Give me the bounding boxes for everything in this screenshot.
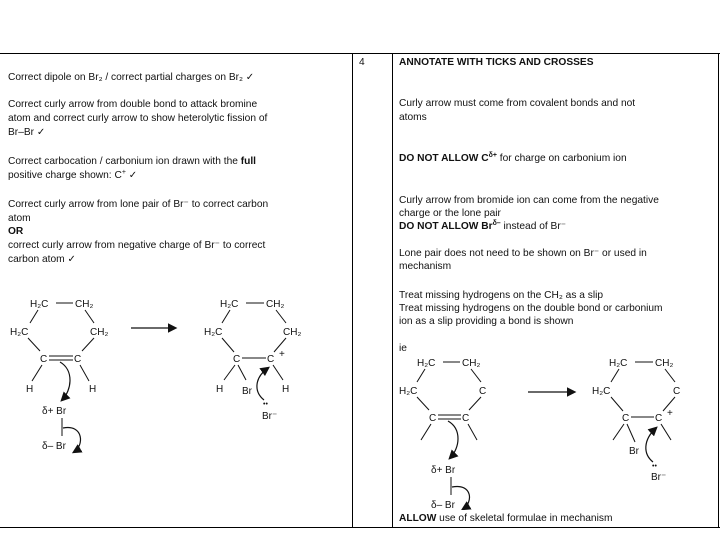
alt-stub-left bbox=[421, 424, 431, 440]
guidance-do-not-allow-c-rest: for charge on carbonium ion bbox=[496, 153, 627, 164]
guidance-bromide-line1: Curly arrow from bromide ion can come from the negative bbox=[399, 195, 659, 206]
alt-product-br: Br bbox=[629, 446, 639, 457]
reactant-bond-h-left bbox=[32, 365, 42, 381]
mechanism-diagram-right bbox=[393, 350, 713, 510]
alt-delta-minus-br: δ– Br bbox=[431, 500, 455, 510]
mark-dipole: Correct dipole on Br₂ / correct partial charges on Br₂ ✓ bbox=[8, 72, 255, 83]
carbocation-product bbox=[204, 299, 301, 422]
reactant-ch2-right: CH₂ bbox=[90, 327, 109, 338]
alt-reactant-c-right: C bbox=[479, 386, 487, 397]
alt-stub-right bbox=[468, 424, 477, 440]
product-plus-charge: + bbox=[279, 349, 285, 360]
alt-reactant-c-right-lower: C bbox=[462, 413, 470, 424]
alt-reactant-bond-tr bbox=[471, 369, 481, 382]
mark-curly-arrow-line1: Correct curly arrow from double bond to attack bromine bbox=[8, 99, 258, 110]
alt-delta-plus-br: δ+ Br bbox=[431, 465, 456, 476]
guidance-do-not-allow-br-bold: DO NOT ALLOW Br bbox=[399, 221, 493, 232]
product-bond-h-right bbox=[273, 365, 283, 380]
alt-product-bond-tr bbox=[665, 369, 675, 382]
reactant-bond-tl bbox=[30, 310, 38, 323]
mark-carbocation-line2 bbox=[8, 170, 137, 182]
product-bond-tr bbox=[276, 310, 286, 323]
product-h2c-left: H₂C bbox=[204, 327, 223, 338]
guidance-do-not-allow-c-bold: DO NOT ALLOW C bbox=[399, 153, 489, 164]
curly-arrow-pi-bond bbox=[60, 362, 70, 400]
guidance-lone-pair-line2: mechanism bbox=[399, 261, 452, 272]
reactant-bond-tr bbox=[85, 310, 94, 323]
alt-reactant-bond-tl bbox=[417, 369, 425, 382]
alt-product-c-left: C bbox=[622, 413, 630, 424]
guidance-curly-line1: Curly arrow must come from covalent bonds and not bbox=[399, 98, 636, 109]
column-divider-left bbox=[352, 53, 353, 528]
mark-carbocation-text: Correct carbocation / carbonium ion drawn with the bbox=[8, 156, 241, 167]
reactant-c-left: C bbox=[40, 354, 48, 365]
mark-carbocation-line1 bbox=[8, 156, 256, 168]
mark-bromide-line4: carbon atom ✓ bbox=[8, 254, 76, 265]
table-bottom-border bbox=[0, 527, 720, 528]
table-right-border bbox=[718, 53, 719, 528]
reactant-bond-bl bbox=[28, 338, 40, 351]
alt-curly-arrow-bromide-attack bbox=[646, 428, 656, 462]
alt-product-bond-bl bbox=[611, 397, 623, 411]
alt-product-bond-tl bbox=[611, 369, 619, 382]
curly-arrow-bromide-attack bbox=[257, 368, 268, 400]
guidance-ie: ie bbox=[399, 343, 407, 354]
alt-product-stub-left bbox=[613, 424, 624, 440]
guidance-allow-skeletal bbox=[399, 513, 612, 525]
product-c-cation: C bbox=[267, 354, 275, 365]
alt-reactant-h2c-left: H₂C bbox=[399, 386, 418, 397]
mark-carbocation-full: full bbox=[240, 156, 257, 167]
guidance-delta-plus: δ+ bbox=[488, 152, 497, 159]
bromide-lone-pair: •• bbox=[263, 401, 268, 408]
guidance-do-not-allow-br-rest: instead of Br⁻ bbox=[500, 221, 567, 232]
alt-product-h2c-left: H₂C bbox=[592, 386, 611, 397]
alt-product-c-cation: C bbox=[655, 413, 663, 424]
alt-product-h2c-top: H₂C bbox=[609, 358, 628, 369]
reactant-bond-br bbox=[82, 338, 94, 351]
mark-carbocation-plus: + bbox=[121, 169, 126, 176]
guidance-do-not-allow-br bbox=[399, 221, 566, 233]
guidance-slip-line1: Treat missing hydrogens on the CH₂ as a slip bbox=[399, 290, 604, 301]
alt-product-c-right: C bbox=[673, 386, 681, 397]
guidance-allow-bold: ALLOW bbox=[399, 513, 437, 524]
mark-bromide-line2: atom bbox=[8, 213, 31, 224]
reactant-delta-minus-br: δ– Br bbox=[42, 441, 66, 452]
reactant-h-right: H bbox=[89, 384, 97, 395]
guidance-do-not-allow-c bbox=[399, 153, 627, 165]
alt-bromide-ion: Br⁻ bbox=[651, 472, 667, 483]
cyclohexene-reactant bbox=[10, 299, 108, 452]
product-c-left: C bbox=[233, 354, 241, 365]
bromide-ion: Br⁻ bbox=[262, 411, 278, 422]
alt-carbocation-product bbox=[592, 358, 680, 483]
alt-product-stub-right bbox=[661, 424, 671, 440]
mark-carbocation-tick: ✓ bbox=[125, 170, 138, 181]
guidance-curly-line2: atoms bbox=[399, 112, 427, 123]
alt-product-bond-br bbox=[627, 424, 635, 442]
product-bond-h-left bbox=[224, 365, 235, 380]
alt-reactant-h2c-top: H₂C bbox=[417, 358, 436, 369]
alt-cyclohexene-reactant bbox=[399, 358, 486, 510]
alt-reactant-bond-br bbox=[469, 397, 481, 410]
guidance-slip-line2: Treat missing hydrogens on the double bond or carbonium bbox=[399, 303, 663, 314]
alt-product-ch2-top: CH₂ bbox=[655, 358, 674, 369]
guidance-delta-minus: δ– bbox=[492, 220, 501, 227]
alt-reactant-bond-bl bbox=[417, 397, 429, 410]
guidance-lone-pair-line1: Lone pair does not need to be shown on Br⁻ or used in bbox=[399, 248, 647, 259]
product-ch2-top: CH₂ bbox=[266, 299, 285, 310]
question-number: 4 bbox=[359, 57, 365, 68]
alt-reactant-c-left: C bbox=[429, 413, 437, 424]
reactant-h2c-top: H₂C bbox=[30, 299, 49, 310]
product-br: Br bbox=[242, 386, 252, 397]
mark-bromide-or: OR bbox=[8, 226, 24, 237]
mechanism-diagram-left bbox=[0, 288, 352, 488]
alt-bromide-lone-pair: •• bbox=[652, 463, 657, 470]
guidance-title: ANNOTATE WITH TICKS AND CROSSES bbox=[399, 57, 594, 68]
product-bond-bl bbox=[222, 338, 234, 352]
mark-curly-arrow-line2: atom and correct curly arrow to show heterolytic fission of bbox=[8, 113, 268, 124]
product-h-left: H bbox=[216, 384, 224, 395]
mark-curly-arrow-line3: Br–Br ✓ bbox=[8, 127, 46, 138]
product-h-right: H bbox=[282, 384, 290, 395]
alt-curly-arrow-pi-bond bbox=[448, 421, 458, 458]
reactant-ch2-top: CH₂ bbox=[75, 299, 94, 310]
product-bond-br bbox=[238, 365, 246, 380]
mark-bromide-line1: Correct curly arrow from lone pair of Br⁻ to correct carbon bbox=[8, 199, 269, 210]
mark-bromide-line3: correct curly arrow from negative charge of Br⁻ to correct bbox=[8, 240, 266, 251]
reactant-h-left: H bbox=[26, 384, 34, 395]
guidance-bromide-line2: charge or the lone pair bbox=[399, 208, 501, 219]
product-h2c-top: H₂C bbox=[220, 299, 239, 310]
reactant-h2c-left: H₂C bbox=[10, 327, 29, 338]
alt-product-plus-charge: + bbox=[667, 408, 673, 419]
product-ch2-right: CH₂ bbox=[283, 327, 302, 338]
reactant-c-right: C bbox=[74, 354, 82, 365]
reactant-delta-plus-br: δ+ Br bbox=[42, 406, 67, 417]
product-bond-tl bbox=[222, 310, 230, 323]
table-top-border bbox=[0, 53, 720, 54]
reactant-bond-h-right bbox=[80, 365, 89, 381]
mark-carbocation-charge-text: positive charge shown: C bbox=[8, 170, 122, 181]
alt-reactant-ch2-top: CH₂ bbox=[462, 358, 481, 369]
guidance-slip-line3: ion as a slip providing a bond is shown bbox=[399, 316, 574, 327]
guidance-allow-rest: use of skeletal formulae in mechanism bbox=[436, 513, 613, 524]
